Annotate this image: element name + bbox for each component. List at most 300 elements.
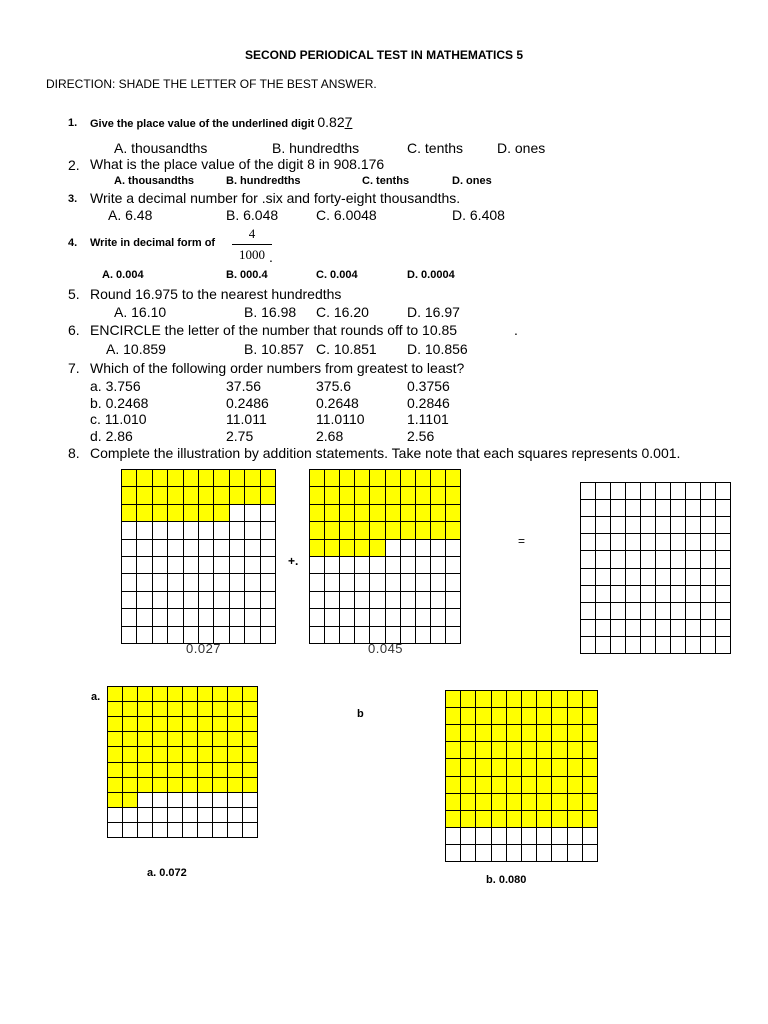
grid-square[interactable] <box>581 586 596 603</box>
grid-square <box>243 763 258 778</box>
q5-option-c[interactable]: C. 16.20 <box>316 304 369 320</box>
answer-b-label[interactable]: b. 0.080 <box>486 874 527 886</box>
grid-square[interactable] <box>626 517 641 534</box>
grid-square <box>416 540 431 557</box>
grid-square <box>230 557 245 574</box>
q7-row-a-col4: 0.3756 <box>407 378 450 394</box>
grid-square[interactable] <box>596 586 611 603</box>
grid-square <box>431 557 446 574</box>
grid-square[interactable] <box>596 483 611 500</box>
grid-square <box>522 759 537 776</box>
grid-square <box>568 828 583 845</box>
grid-square <box>213 717 228 732</box>
grid-square <box>507 691 522 708</box>
q7-row-c-col1[interactable]: c. 11.010 <box>90 411 147 427</box>
grid-square <box>153 808 168 823</box>
grid-square[interactable] <box>641 483 656 500</box>
q4-denominator: 1000 <box>239 247 265 262</box>
grid-square[interactable] <box>626 603 641 620</box>
grid-square[interactable] <box>686 569 701 586</box>
q1-value: 0.827 <box>317 114 353 130</box>
grid-square <box>153 522 168 539</box>
q4-option-c[interactable]: C. 0.004 <box>316 269 358 281</box>
grid-square <box>386 557 401 574</box>
grid-square <box>310 557 325 574</box>
q7-row-b-col4: 0.2846 <box>407 395 450 411</box>
grid-square <box>568 845 583 862</box>
grid-square[interactable] <box>611 569 626 586</box>
grid-square[interactable] <box>701 483 716 500</box>
grid-square <box>108 687 123 702</box>
grid-square[interactable] <box>686 620 701 637</box>
grid-square[interactable] <box>626 569 641 586</box>
grid-square <box>325 540 340 557</box>
grid-0-027 <box>121 469 276 644</box>
grid-square[interactable] <box>626 586 641 603</box>
direction-text: DIRECTION: SHADE THE LETTER OF THE BEST ANSWER. <box>46 77 377 91</box>
grid-square[interactable] <box>596 620 611 637</box>
grid-square[interactable] <box>671 517 686 534</box>
grid-square[interactable] <box>611 620 626 637</box>
grid-square[interactable] <box>641 500 656 517</box>
q6-option-c[interactable]: C. 10.851 <box>316 341 377 357</box>
grid-square <box>492 845 507 862</box>
grid-square <box>153 763 168 778</box>
q4-number: 4. <box>68 237 78 249</box>
grid-square[interactable] <box>656 637 671 654</box>
grid-square <box>401 487 416 504</box>
grid-square[interactable] <box>596 569 611 586</box>
grid-square <box>183 823 198 838</box>
grid-square <box>492 725 507 742</box>
grid-square <box>583 759 598 776</box>
grid-square <box>446 522 461 539</box>
grid-square[interactable] <box>701 500 716 517</box>
grid-square[interactable] <box>716 586 731 603</box>
grid-square <box>552 742 567 759</box>
grid-square <box>168 793 183 808</box>
grid-square[interactable] <box>641 620 656 637</box>
grid-square[interactable] <box>686 500 701 517</box>
grid-square[interactable] <box>626 551 641 568</box>
grid-square <box>492 759 507 776</box>
grid-square[interactable] <box>716 483 731 500</box>
grid-square[interactable] <box>671 500 686 517</box>
q7-row-d-col3: 2.68 <box>316 428 344 444</box>
grid-square[interactable] <box>641 551 656 568</box>
grid-square <box>122 609 137 626</box>
q2-option-a[interactable]: A. thousandths <box>114 175 195 187</box>
grid-square <box>261 540 276 557</box>
grid-square <box>184 592 199 609</box>
grid-square <box>446 470 461 487</box>
q6-option-d[interactable]: D. 10.856 <box>407 341 468 357</box>
q4-option-a[interactable]: A. 0.004 <box>102 269 144 281</box>
grid-square[interactable] <box>611 637 626 654</box>
grid-square <box>325 522 340 539</box>
grid-square <box>243 808 258 823</box>
grid-square <box>245 505 260 522</box>
grid1-label: 0.027 <box>186 641 222 656</box>
grid-square <box>552 759 567 776</box>
grid-square <box>153 557 168 574</box>
q3-option-b[interactable]: B. 6.048 <box>226 207 279 223</box>
grid-square[interactable] <box>686 517 701 534</box>
grid-square <box>446 777 461 794</box>
grid-square <box>199 522 214 539</box>
grid-square <box>401 470 416 487</box>
q7-row-a-col1[interactable]: a. 3.756 <box>90 378 141 394</box>
grid-square <box>446 811 461 828</box>
grid-square <box>199 557 214 574</box>
grid-b <box>445 690 598 862</box>
grid-square[interactable] <box>716 620 731 637</box>
q3-option-a[interactable]: A. 6.48 <box>108 207 153 223</box>
grid-square[interactable] <box>716 500 731 517</box>
grid-square[interactable] <box>671 551 686 568</box>
grid-square[interactable] <box>716 569 731 586</box>
grid-square <box>492 811 507 828</box>
grid-square <box>522 777 537 794</box>
grid-square <box>537 691 552 708</box>
grid-square <box>446 627 461 644</box>
grid-square <box>355 470 370 487</box>
grid-square <box>522 811 537 828</box>
grid-square[interactable] <box>686 483 701 500</box>
grid-square <box>507 828 522 845</box>
q4-option-d[interactable]: D. 0.0004 <box>407 269 455 281</box>
grid-square <box>198 823 213 838</box>
q3-option-d[interactable]: D. 6.408 <box>452 207 505 223</box>
q7-row-b-col1[interactable]: b. 0.2468 <box>90 395 149 411</box>
grid-square <box>416 487 431 504</box>
grid-square[interactable] <box>701 586 716 603</box>
grid-square <box>123 747 138 762</box>
grid-square[interactable] <box>611 551 626 568</box>
grid-square[interactable] <box>701 603 716 620</box>
grid-square[interactable] <box>671 603 686 620</box>
grid-square <box>243 747 258 762</box>
grid-square[interactable] <box>656 620 671 637</box>
grid-square <box>213 687 228 702</box>
q2-option-b[interactable]: B. hundredths <box>226 175 301 187</box>
grid-square[interactable] <box>581 483 596 500</box>
grid-square <box>537 759 552 776</box>
grid-square[interactable] <box>581 569 596 586</box>
grid-square <box>310 592 325 609</box>
grid-square[interactable] <box>701 517 716 534</box>
grid-square[interactable] <box>641 569 656 586</box>
grid-square[interactable] <box>581 551 596 568</box>
grid-square <box>568 759 583 776</box>
q2-option-d[interactable]: D. ones <box>452 175 492 187</box>
grid-square <box>122 540 137 557</box>
grid-square <box>230 592 245 609</box>
q6-option-b[interactable]: B. 10.857 <box>244 341 304 357</box>
grid-square <box>476 708 491 725</box>
grid-square[interactable] <box>701 637 716 654</box>
q2-option-c[interactable]: C. tenths <box>362 175 410 187</box>
q1-text: Give the place value of the underlined digit <box>90 118 318 130</box>
page-title: SECOND PERIODICAL TEST IN MATHEMATICS 5 <box>244 48 523 62</box>
grid-square <box>310 574 325 591</box>
grid-square <box>552 811 567 828</box>
grid-square <box>108 808 123 823</box>
grid-square <box>310 505 325 522</box>
grid-square <box>230 505 245 522</box>
grid-square <box>199 470 214 487</box>
grid-square <box>137 540 152 557</box>
grid-square <box>243 732 258 747</box>
grid-square <box>446 845 461 862</box>
grid-square[interactable] <box>701 534 716 551</box>
grid-square[interactable] <box>626 620 641 637</box>
grid-square <box>446 574 461 591</box>
grid-square[interactable] <box>656 534 671 551</box>
grid-square[interactable] <box>611 586 626 603</box>
grid-square[interactable] <box>716 517 731 534</box>
grid-square[interactable] <box>656 500 671 517</box>
grid-square <box>340 557 355 574</box>
grid-square[interactable] <box>596 517 611 534</box>
grid-square[interactable] <box>626 500 641 517</box>
grid-square <box>138 717 153 732</box>
q4-tail: . <box>269 249 273 265</box>
grid-square <box>537 828 552 845</box>
grid-square <box>583 811 598 828</box>
grid-square[interactable] <box>581 603 596 620</box>
grid-square[interactable] <box>641 534 656 551</box>
grid-square <box>492 708 507 725</box>
grid-square[interactable] <box>671 483 686 500</box>
grid-square <box>476 828 491 845</box>
grid-square <box>355 487 370 504</box>
grid-square <box>198 717 213 732</box>
grid-square <box>340 470 355 487</box>
grid-square[interactable] <box>701 620 716 637</box>
grid-square <box>138 793 153 808</box>
grid-square <box>386 574 401 591</box>
grid-square <box>108 823 123 838</box>
grid-square <box>199 592 214 609</box>
grid-square[interactable] <box>596 603 611 620</box>
grid-square <box>122 574 137 591</box>
grid-square <box>228 732 243 747</box>
grid-square <box>199 487 214 504</box>
q1-option-d[interactable]: D. ones <box>497 140 546 156</box>
grid-square <box>243 687 258 702</box>
grid-square[interactable] <box>716 603 731 620</box>
grid-square <box>123 763 138 778</box>
grid-square[interactable] <box>641 603 656 620</box>
grid-square <box>214 609 229 626</box>
grid-square[interactable] <box>611 500 626 517</box>
grid-square <box>476 777 491 794</box>
q5-option-a[interactable]: A. 16.10 <box>114 304 167 320</box>
grid-square <box>214 522 229 539</box>
grid-square[interactable] <box>671 637 686 654</box>
grid-square <box>137 557 152 574</box>
grid-square <box>228 702 243 717</box>
q2-number: 2. <box>68 157 80 173</box>
q7-row-d-col1[interactable]: d. 2.86 <box>90 428 133 444</box>
grid-square <box>370 609 385 626</box>
grid-square[interactable] <box>581 637 596 654</box>
grid-square <box>461 691 476 708</box>
grid-square[interactable] <box>686 551 701 568</box>
grid-square <box>198 747 213 762</box>
grid-square[interactable] <box>626 483 641 500</box>
grid-square[interactable] <box>641 586 656 603</box>
grid-square <box>122 627 137 644</box>
grid-square <box>198 763 213 778</box>
grid-square <box>446 557 461 574</box>
grid-square <box>138 823 153 838</box>
grid-square[interactable] <box>611 483 626 500</box>
grid-square <box>522 708 537 725</box>
grid-square[interactable] <box>596 500 611 517</box>
grid-square[interactable] <box>626 534 641 551</box>
grid-square <box>168 627 183 644</box>
q1-option-c[interactable]: C. tenths <box>407 140 464 156</box>
grid-square[interactable] <box>581 534 596 551</box>
grid-square <box>492 777 507 794</box>
grid-square[interactable] <box>611 534 626 551</box>
grid-square <box>153 627 168 644</box>
q4-text: Write in decimal form of <box>90 237 216 249</box>
grid-square[interactable] <box>716 551 731 568</box>
grid-square <box>138 687 153 702</box>
grid-square[interactable] <box>656 517 671 534</box>
grid-square[interactable] <box>671 569 686 586</box>
grid-square[interactable] <box>656 603 671 620</box>
grid-square[interactable] <box>596 551 611 568</box>
grid-square[interactable] <box>596 637 611 654</box>
grid-square <box>261 557 276 574</box>
grid-square[interactable] <box>641 517 656 534</box>
grid-square[interactable] <box>656 569 671 586</box>
grid-square <box>214 557 229 574</box>
grid-square <box>214 470 229 487</box>
grid-square <box>461 742 476 759</box>
grid-square[interactable] <box>716 637 731 654</box>
grid-square[interactable] <box>686 586 701 603</box>
grid-square[interactable] <box>656 483 671 500</box>
grid-square <box>213 702 228 717</box>
grid-square <box>431 505 446 522</box>
grid-square[interactable] <box>656 551 671 568</box>
answer-b-mark: b <box>357 708 364 720</box>
grid-square <box>261 487 276 504</box>
grid-square[interactable] <box>671 586 686 603</box>
grid-square <box>476 725 491 742</box>
q1-option-a[interactable]: A. thousandths <box>114 140 208 156</box>
grid-square[interactable] <box>701 551 716 568</box>
grid-square <box>243 717 258 732</box>
grid-square[interactable] <box>581 500 596 517</box>
grid-square <box>340 540 355 557</box>
grid-square <box>184 522 199 539</box>
grid2-label: 0.045 <box>368 641 404 656</box>
grid-square[interactable] <box>611 603 626 620</box>
grid-square <box>245 487 260 504</box>
grid-square <box>199 540 214 557</box>
grid-square[interactable] <box>671 620 686 637</box>
grid-square[interactable] <box>656 586 671 603</box>
grid-square[interactable] <box>626 637 641 654</box>
grid-square <box>153 470 168 487</box>
grid-square[interactable] <box>596 534 611 551</box>
grid-square <box>245 627 260 644</box>
grid-square <box>183 793 198 808</box>
grid-square <box>507 777 522 794</box>
grid-square <box>446 691 461 708</box>
grid-square <box>183 702 198 717</box>
grid-square <box>168 505 183 522</box>
grid-square <box>153 609 168 626</box>
grid-square <box>583 794 598 811</box>
q5-option-d[interactable]: D. 16.97 <box>407 304 460 320</box>
q3-number: 3. <box>68 193 78 205</box>
grid-square[interactable] <box>701 569 716 586</box>
answer-a-label[interactable]: a. 0.072 <box>147 867 187 879</box>
grid-square <box>583 742 598 759</box>
grid-square[interactable] <box>686 534 701 551</box>
grid-square <box>230 470 245 487</box>
grid-square[interactable] <box>686 637 701 654</box>
grid-answer[interactable] <box>580 482 731 654</box>
grid-square <box>552 708 567 725</box>
grid-square <box>325 574 340 591</box>
grid-square <box>138 747 153 762</box>
grid-square <box>507 742 522 759</box>
grid-square[interactable] <box>671 534 686 551</box>
grid-square <box>137 522 152 539</box>
q1-option-b[interactable]: B. hundredths <box>272 140 360 156</box>
q7-row-d-col4: 2.56 <box>407 428 435 444</box>
grid-square <box>108 793 123 808</box>
grid-square <box>122 505 137 522</box>
q3-option-c[interactable]: C. 6.0048 <box>316 207 377 223</box>
q6-option-a[interactable]: A. 10.859 <box>106 341 166 357</box>
grid-square <box>214 487 229 504</box>
grid-square <box>153 793 168 808</box>
grid-square <box>446 828 461 845</box>
grid-square <box>153 823 168 838</box>
grid-square <box>123 808 138 823</box>
grid-square <box>401 557 416 574</box>
grid-square[interactable] <box>581 620 596 637</box>
grid-square <box>431 487 446 504</box>
grid-square <box>108 763 123 778</box>
q5-option-b[interactable]: B. 16.98 <box>244 304 297 320</box>
grid-square[interactable] <box>716 534 731 551</box>
grid-square <box>583 777 598 794</box>
grid-square <box>401 574 416 591</box>
grid-square <box>461 725 476 742</box>
grid-square[interactable] <box>581 517 596 534</box>
grid-square <box>537 845 552 862</box>
grid-square <box>310 540 325 557</box>
q4-option-b[interactable]: B. 000.4 <box>226 269 268 281</box>
grid-square <box>461 759 476 776</box>
grid-square <box>228 793 243 808</box>
grid-square <box>446 794 461 811</box>
grid-square <box>230 487 245 504</box>
grid-square[interactable] <box>641 637 656 654</box>
grid-square[interactable] <box>686 603 701 620</box>
grid-square[interactable] <box>611 517 626 534</box>
